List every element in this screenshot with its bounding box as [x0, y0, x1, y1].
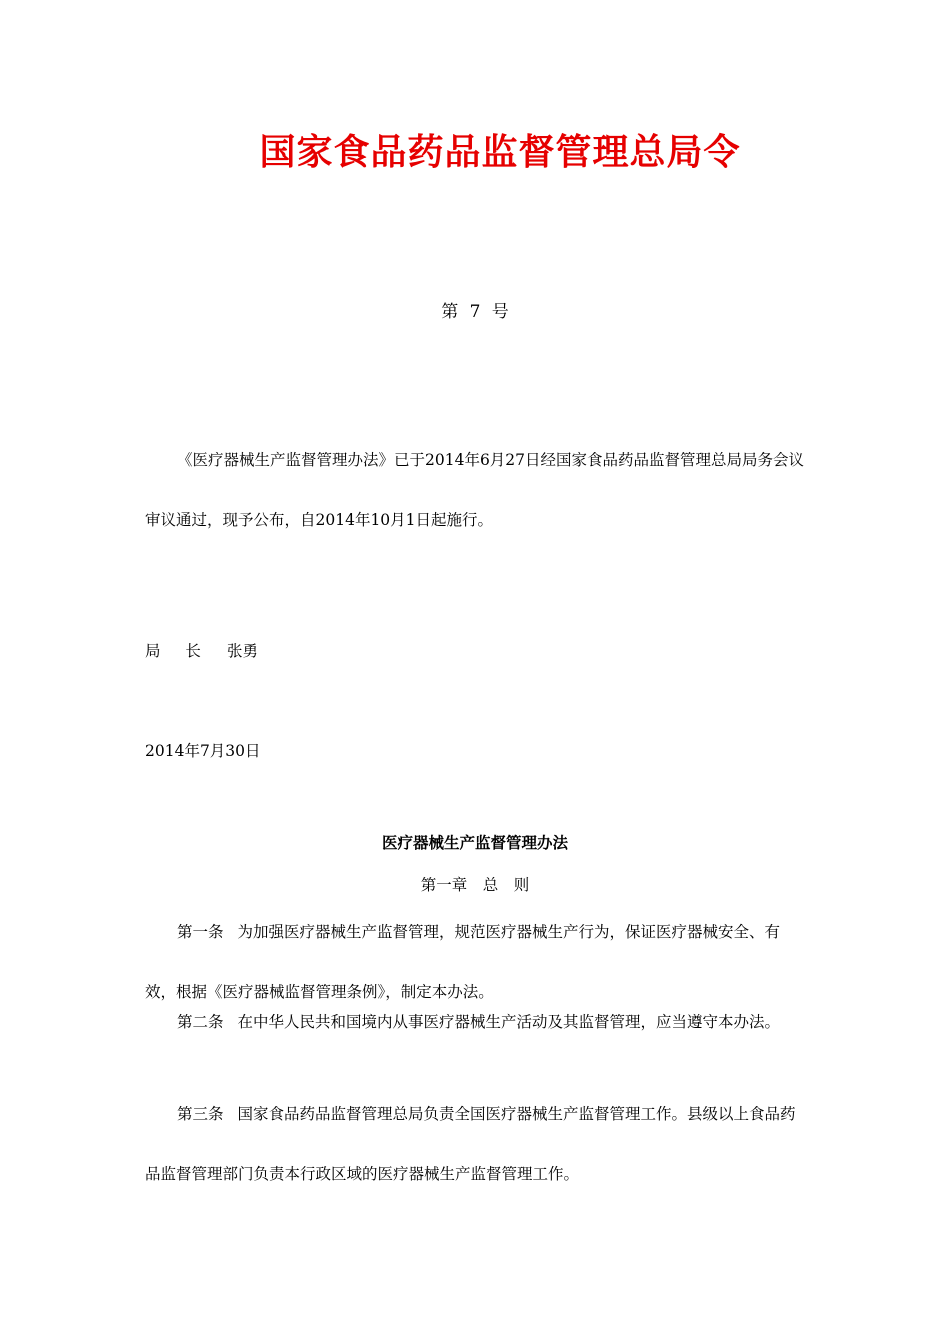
article-3	[145, 1084, 810, 1204]
signature-date: 2014年7月30日	[145, 742, 261, 760]
order-title: 国家食品药品监督管理总局令	[259, 131, 741, 173]
article-label: 第二条	[177, 1013, 224, 1031]
order-number: 第 7 号	[441, 302, 509, 322]
article-text: 国家食品药品监督管理总局负责全国医疗器械生产监督管理工作。县级以上食品药品监督管理部门负责本行政区域的医疗器械生产监督管理工作。	[145, 1105, 796, 1183]
article-2	[145, 992, 810, 1052]
announcement-paragraph	[145, 430, 810, 550]
chapter-heading: 第一章 总 则	[420, 876, 530, 894]
article-text: 在中华人民共和国境内从事医疗器械生产活动及其监督管理，应当遵守本办法。	[237, 1013, 781, 1031]
signature-line	[145, 637, 258, 665]
article-text: 为加强医疗器械生产监督管理，规范医疗器械生产行为，保证医疗器械安全、有效，根据《医疗器械监督管理条例》，制定本办法。	[145, 923, 781, 1001]
announcement-text: 《医疗器械生产监督管理办法》已于2014年6月27日经国家食品药品监督管理总局局务会议审议通过，现予公布，自2014年10月1日起施行。	[145, 451, 805, 529]
law-title: 医疗器械生产监督管理办法	[381, 833, 568, 852]
signature-name: 张勇	[227, 642, 259, 660]
article-label: 第三条	[177, 1105, 224, 1123]
signature-role: 局 长	[145, 642, 211, 660]
article-label: 第一条	[177, 923, 224, 941]
